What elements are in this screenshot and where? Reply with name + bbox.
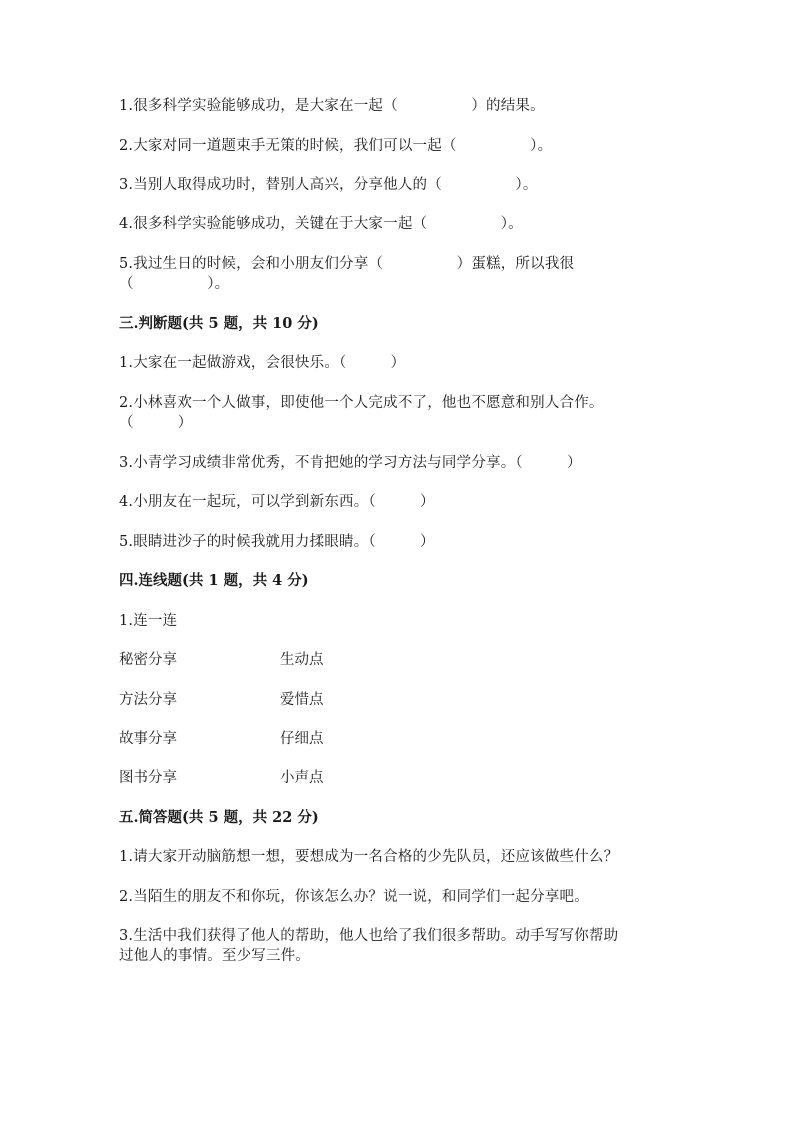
short-answer-question-3-line-1: 3.生活中我们获得了他人的帮助，他人也给了我们很多帮助。动手写写你帮助 xyxy=(119,928,619,944)
judge-question-2-line-2: （ ） xyxy=(119,415,193,431)
matching-section-heading: 四.连线题(共 1 题，共 4 分) xyxy=(119,572,309,589)
short-answer-section-heading: 五.简答题(共 5 题，共 22 分) xyxy=(119,809,319,826)
short-answer-question-1: 1.请大家开动脑筋想一想，要想成为一名合格的少先队员，还应该做些什么？ xyxy=(119,849,619,865)
judge-question-4: 4.小朋友在一起玩，可以学到新东西。（ ） xyxy=(119,494,435,510)
matching-question-1: 1.连一连 xyxy=(119,613,178,629)
matching-left-item: 故事分享 xyxy=(119,731,177,747)
matching-left-item: 图书分享 xyxy=(119,770,177,786)
short-answer-question-3-line-2: 过他人的事情。至少写三件。 xyxy=(119,948,311,964)
matching-left-item: 秘密分享 xyxy=(119,652,177,668)
judge-section-heading: 三.判断题(共 5 题，共 10 分) xyxy=(119,315,319,332)
matching-right-item: 仔细点 xyxy=(280,731,324,747)
matching-right-item: 小声点 xyxy=(280,770,324,786)
matching-right-item: 生动点 xyxy=(280,652,324,668)
fill-in-question-4: 4.很多科学实验能够成功，关键在于大家一起（ ）。 xyxy=(119,216,523,232)
fill-in-question-3: 3.当别人取得成功时，替别人高兴，分享他人的（ ）。 xyxy=(119,177,538,193)
judge-question-5: 5.眼睛进沙子的时候我就用力揉眼睛。（ ） xyxy=(119,534,435,550)
matching-right-item: 爱惜点 xyxy=(280,692,324,708)
judge-question-1: 1.大家在一起做游戏，会很快乐。（ ） xyxy=(119,355,406,371)
judge-question-2-line-1: 2.小林喜欢一个人做事，即使他一个人完成不了，他也不愿意和别人合作。 xyxy=(119,395,604,411)
fill-in-question-5-line-1: 5.我过生日的时候，会和小朋友们分享（ ）蛋糕，所以我很 xyxy=(119,256,575,272)
fill-in-question-5-line-2: （ ）。 xyxy=(119,276,230,292)
matching-left-item: 方法分享 xyxy=(119,692,177,708)
fill-in-question-2: 2.大家对同一道题束手无策的时候，我们可以一起（ ）。 xyxy=(119,138,553,154)
short-answer-question-2: 2.当陌生的朋友不和你玩，你该怎么办？说一说，和同学们一起分享吧。 xyxy=(119,889,589,905)
judge-question-3: 3.小青学习成绩非常优秀，不肯把她的学习方法与同学分享。（ ） xyxy=(119,455,582,471)
fill-in-question-1: 1.很多科学实验能够成功，是大家在一起（ ）的结果。 xyxy=(119,98,545,114)
